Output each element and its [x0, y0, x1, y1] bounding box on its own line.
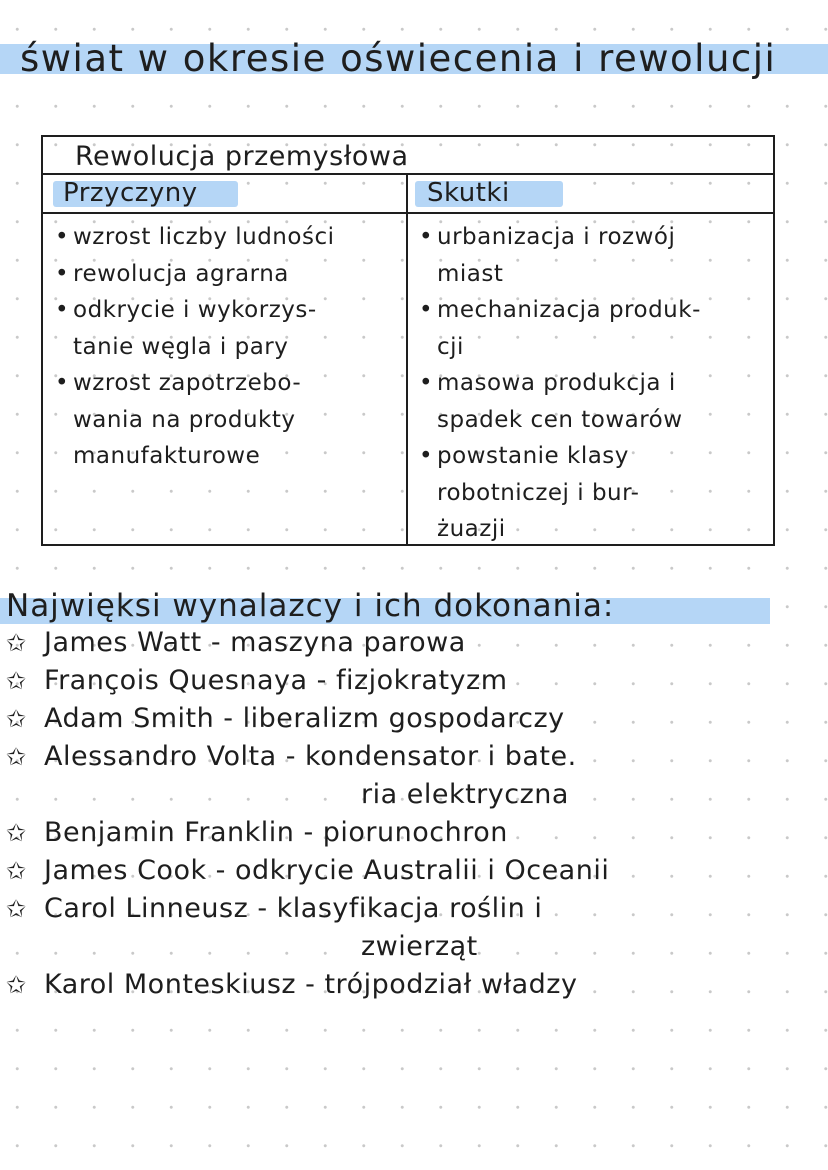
inventors-heading: Najwięksi wynalazcy i ich dokonania:: [6, 588, 615, 624]
list-item: • rewolucja agrarna: [55, 256, 400, 293]
bullet-dot-icon: •: [55, 224, 70, 250]
bullet-dot-icon: •: [419, 370, 434, 396]
bullet-dot-icon: •: [55, 260, 70, 287]
revolution-table: [41, 135, 775, 546]
star-icon: ✩: [6, 667, 27, 695]
inventors-list: [6, 624, 821, 1004]
bullet-dot-icon: •: [55, 370, 70, 396]
bullet-dot-icon: •: [419, 297, 434, 323]
bullet-dot-icon: •: [419, 224, 434, 250]
causes-list: [55, 219, 400, 475]
list-item: • mechanizacja produk- cji: [419, 292, 771, 365]
list-item: • wzrost zapotrzebo- wania na produkty manufakturowe: [55, 365, 400, 475]
list-item: • masowa produkcja i spadek cen towarów: [419, 365, 771, 438]
table-divider-column: [406, 175, 408, 544]
list-item: ✩ James Cook - odkrycie Australii i Oceanii: [6, 852, 821, 890]
page-title: świat w okresie oświecenia i rewolucji: [20, 37, 777, 80]
list-item: ✩ François Quesnaya - fizjokratyzm: [6, 662, 821, 700]
list-item-continuation: zwierząt: [361, 931, 478, 962]
list-item: ✩ Carol Linneusz - klasyfikacja roślin i zwierząt: [6, 890, 821, 966]
bullet-dot-icon: •: [55, 297, 70, 323]
list-item: ✩ James Watt - maszyna parowa: [6, 624, 821, 662]
star-icon: ✩: [6, 895, 27, 923]
effects-list: [419, 219, 771, 548]
list-item: ✩ Benjamin Franklin - piorunochron: [6, 814, 821, 852]
effects-header: Skutki: [427, 178, 510, 208]
list-item: • odkrycie i wykorzys- tanie węgla i pary: [55, 292, 400, 365]
star-icon: ✩: [6, 857, 27, 885]
table-divider-header: [43, 212, 773, 214]
list-item: • wzrost liczby ludności: [55, 219, 400, 256]
star-icon: ✩: [6, 819, 27, 847]
list-item: ✩ Alessandro Volta - kondensator i bate. ria elektryczna: [6, 738, 821, 814]
table-title: Rewolucja przemysłowa: [75, 141, 409, 172]
star-icon: ✩: [6, 971, 27, 999]
star-icon: ✩: [6, 629, 27, 657]
list-item: • powstanie klasy robotniczej i bur- żuazji: [419, 438, 771, 548]
list-item: ✩ Adam Smith - liberalizm gospodarczy: [6, 700, 821, 738]
star-icon: ✩: [6, 743, 27, 771]
bullet-dot-icon: •: [419, 443, 434, 469]
star-icon: ✩: [6, 705, 27, 733]
list-item: ✩ Karol Monteskiusz - trójpodział władzy: [6, 966, 821, 1004]
list-item: • urbanizacja i rozwój miast: [419, 219, 771, 292]
causes-header: Przyczyny: [63, 178, 198, 208]
list-item-continuation: ria elektryczna: [361, 779, 569, 810]
